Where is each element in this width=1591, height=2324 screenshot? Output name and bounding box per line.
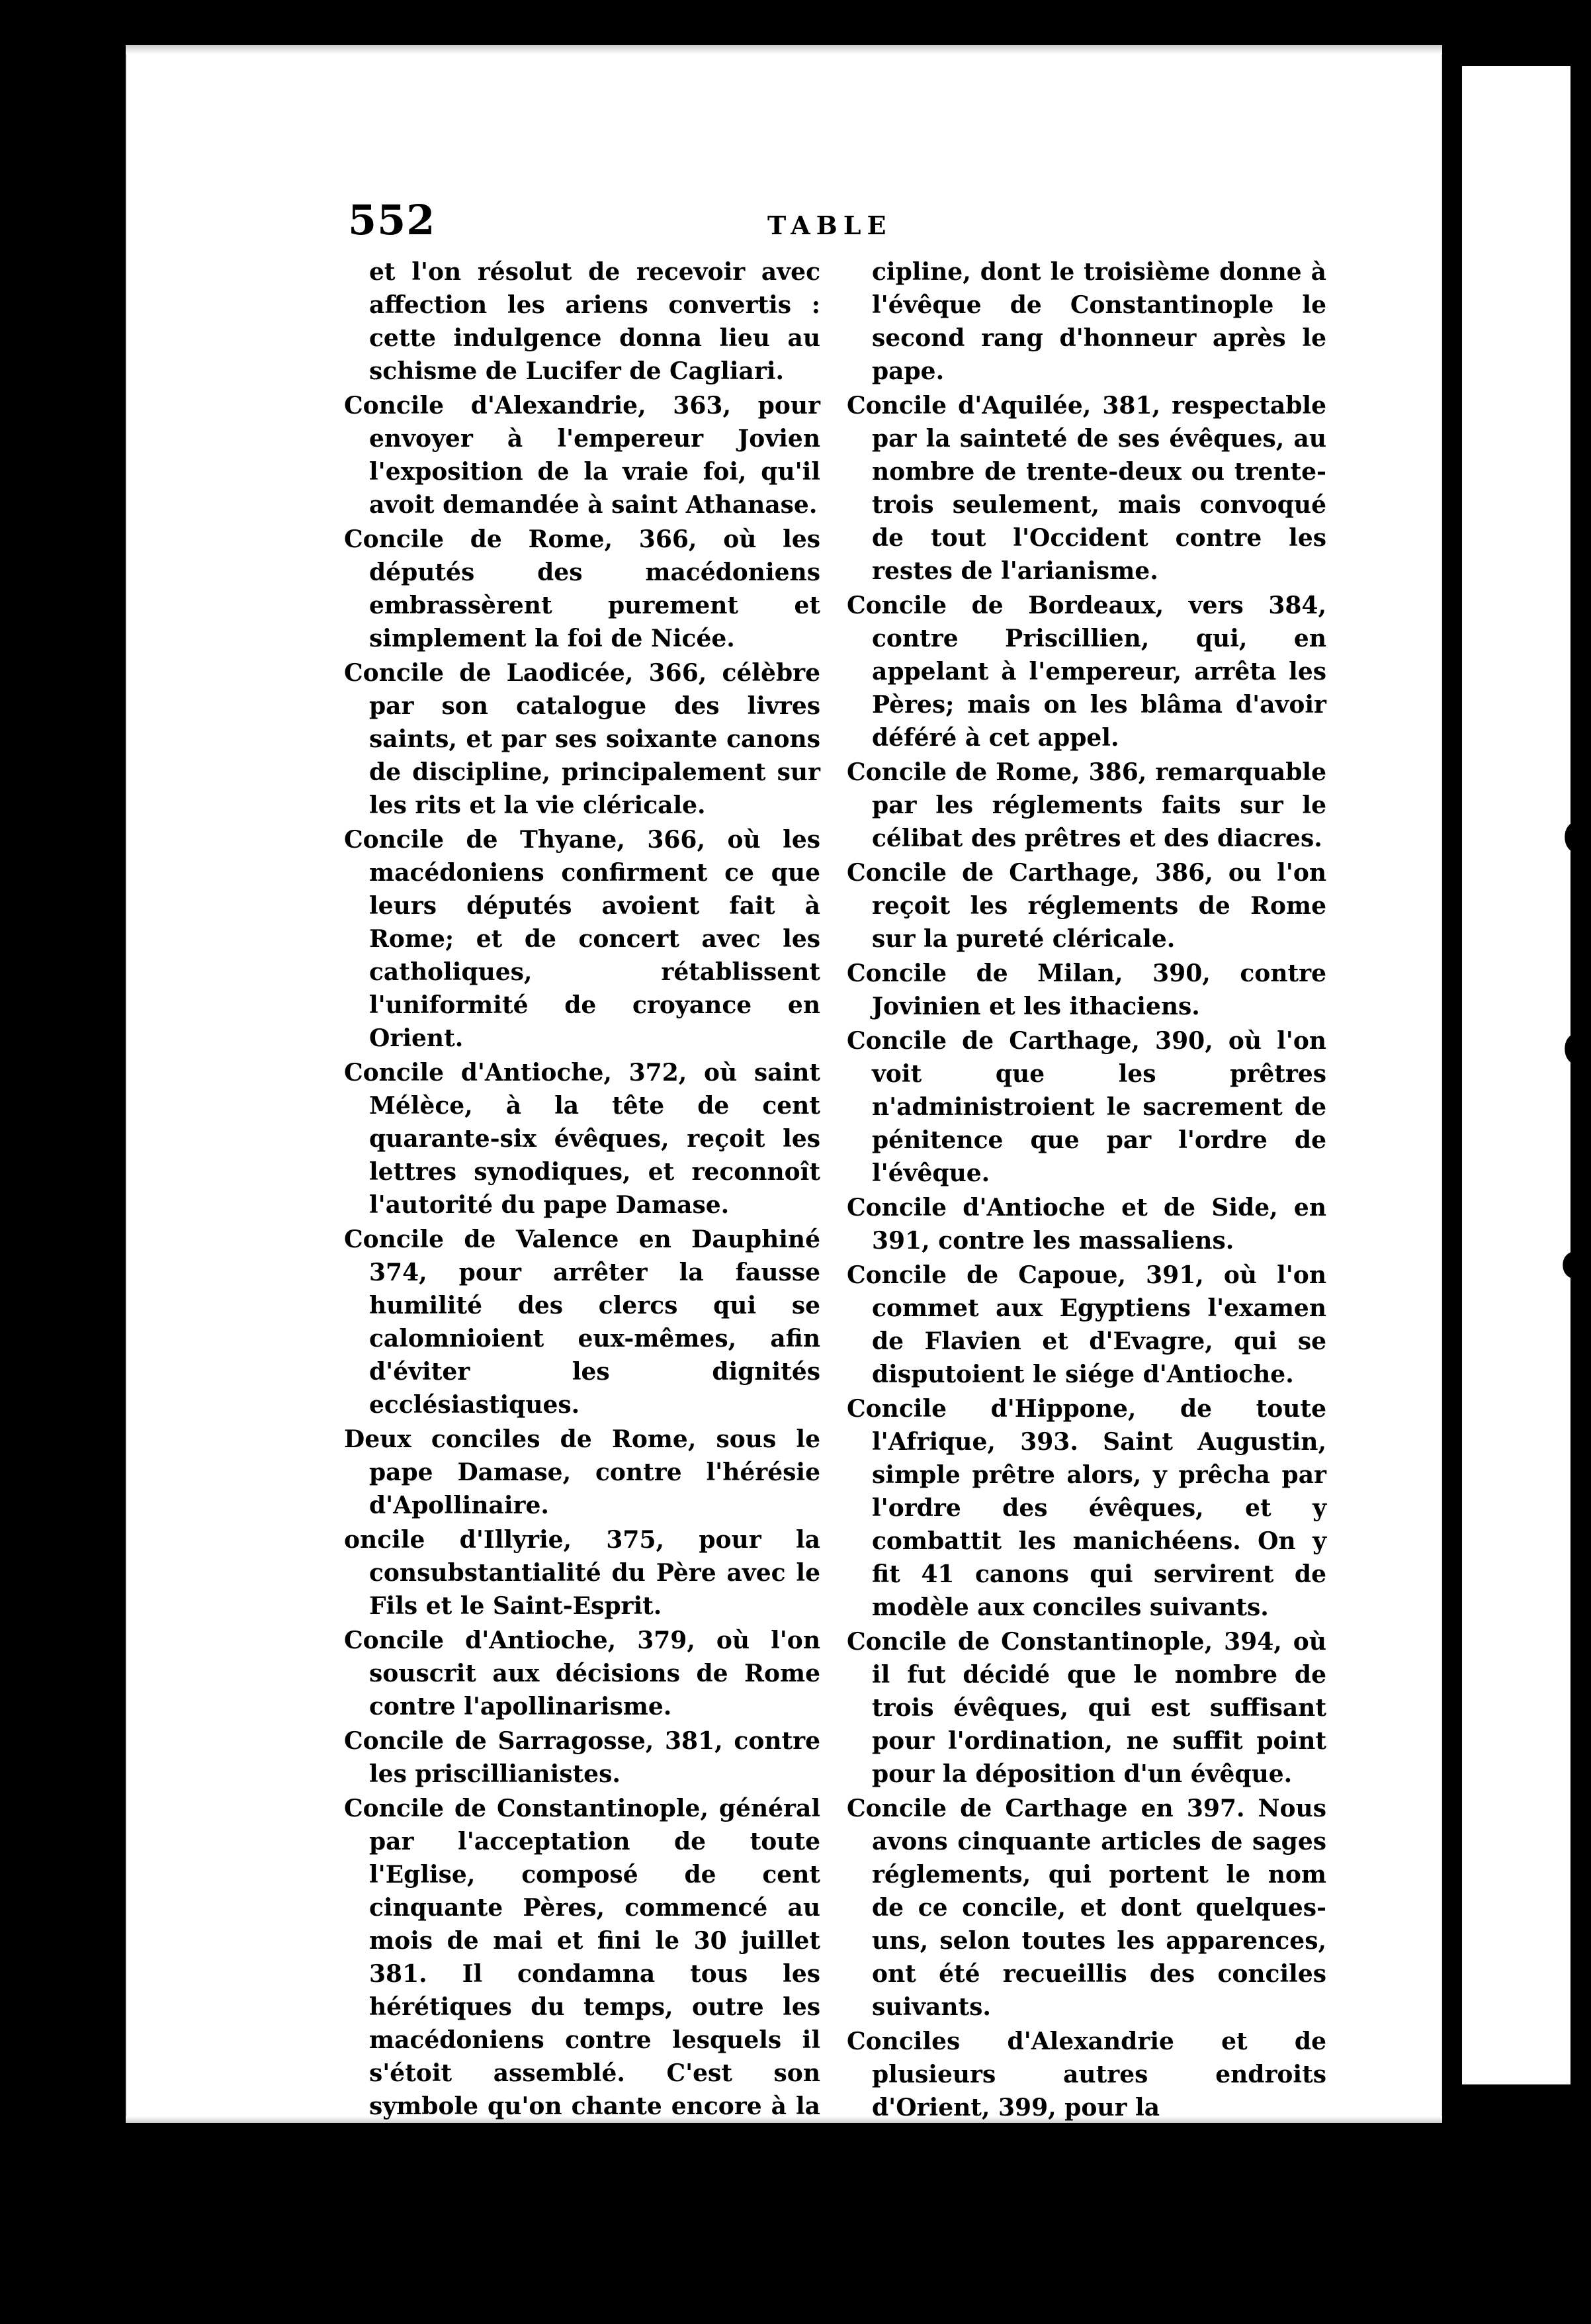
index-entry: oncile d'Illyrie, 375, pour la consubstantialité du Père avec le Fils et le Saint-Esprit.	[344, 1526, 820, 1620]
index-entry: et l'on résolut de recevoir avec affection les ariens convertis : cette indulgence donna lieu au schisme de Lucifer de Cagliari.	[369, 258, 820, 385]
adjacent-page-mark: (	[1561, 1026, 1579, 1069]
page-number: 552	[348, 196, 436, 244]
index-entry: Concile de Constantinople, général par l'acceptation de toute l'Eglise, composé de cent cinquante Pères, commencé au mois de mai et fini le 30 juillet 381. Il condamna tous les hérétiques du temps, outre les macédoniens contre lesquels il s'étoit assemblé. C'est son symbole qu'on chante encore à la messe, à l'exception du mot Filioque, qu'on y ajouta depuis. On y fit sept canons de dis-	[344, 1795, 820, 2219]
index-entry: Concile de Laodicée, 366, célèbre par son catalogue des livres saints, et par ses soixante canons de discipline, principalement sur les rits et la vie cléricale.	[344, 659, 820, 819]
right-column	[847, 255, 1326, 2125]
adjacent-page-edge	[1462, 66, 1591, 2084]
index-entry: Concile de Bordeaux, vers 384, contre Priscillien, qui, en appelant à l'empereur, arrêta les Pères; mais on les blâma d'avoir déféré à cet appel.	[847, 592, 1326, 752]
index-entry: cipline, dont le troisième donne à l'évêque de Constantinople le second rang d'honneur après le pape.	[872, 258, 1326, 385]
index-entry: Concile d'Hippone, de toute l'Afrique, 393. Saint Augustin, simple prêtre alors, y prêcha par l'ordre des évêques, et y combattit les manichéens. On y fit 41 canons qui servirent de modèle aux conciles suivants.	[847, 1395, 1326, 1621]
index-entry: Concile de Milan, 390, contre Jovinien et les ithaciens.	[847, 960, 1326, 1020]
index-entry: Concile d'Antioche, 372, où saint Mélèce, à la tête de cent quarante-six évêques, reçoit les lettres synodiques, et reconnoît l'autorité du pape Damase.	[344, 1059, 820, 1219]
index-entry: Deux conciles de Rome, sous le pape Damase, contre l'hérésie d'Apollinaire.	[344, 1425, 820, 1519]
index-entry: Concile d'Aquilée, 381, respectable par la sainteté de ses évêques, au nombre de trente-deux ou trente-trois seulement, mais convoqué de tout l'Occident contre les restes de l'arianisme.	[847, 392, 1326, 585]
index-entry: Concile de Carthage, 390, où l'on voit que les prêtres n'administroient le sacrement de pénitence que par l'ordre de l'évêque.	[847, 1027, 1326, 1187]
index-entry: Concile de Thyane, 366, où les macédoniens confirment ce que leurs députés avoient fait à Rome; et de concert avec les catholiques, rétablissent l'uniformité de croyance en Orient.	[344, 826, 820, 1052]
adjacent-page-mark: (	[1561, 814, 1579, 858]
page-top-edge	[126, 45, 1442, 54]
index-entry: Concile de Constantinople, 394, où il fut décidé que le nombre de trois évêques, qui est suffisant pour l'ordination, ne suffit point pour la déposition d'un évêque.	[847, 1628, 1326, 1788]
index-entry: Concile de Rome, 366, où les députés des macédoniens embrassèrent purement et simplement la foi de Nicée.	[344, 525, 820, 652]
index-entry: Concile de Capoue, 391, où l'on commet aux Egyptiens l'examen de Flavien et d'Evagre, qui se disputoient le siége d'Antioche.	[847, 1261, 1326, 1388]
left-column	[344, 255, 820, 2223]
index-entry: Concile de Valence en Dauphiné 374, pour arrêter la fausse humilité des clercs qui se calomnioient eux-mêmes, afin d'éviter les dignités ecclésiastiques.	[344, 1226, 820, 1419]
index-entry: Concile de Sarragosse, 381, contre les priscillianistes.	[344, 1727, 820, 1788]
index-entry: Concile d'Antioche et de Side, en 391, contre les massaliens.	[847, 1194, 1326, 1255]
running-head: TABLE	[767, 210, 892, 240]
index-entry: Conciles d'Alexandrie et de plusieurs autres endroits d'Orient, 399, pour la	[847, 2028, 1326, 2122]
index-entry: Concile de Carthage en 397. Nous avons cinquante articles de sages réglements, qui portent le nom de ce concile, et dont quelques-uns, selon toutes les apparences, ont été recueillis des conciles suivants.	[847, 1795, 1326, 2021]
index-entry: Concile d'Alexandrie, 363, pour envoyer à l'empereur Jovien l'exposition de la vraie foi, qu'il avoit demandée à saint Athanase.	[344, 392, 820, 519]
adjacent-page-mark: C	[1561, 1244, 1591, 1288]
index-entry: Concile de Carthage, 386, ou l'on reçoit les réglements de Rome sur la pureté cléricale.	[847, 859, 1326, 953]
index-entry: Concile de Rome, 386, remarquable par les réglements faits sur le célibat des prêtres et des diacres.	[847, 758, 1326, 852]
index-entry: Concile d'Antioche, 379, où l'on souscrit aux décisions de Rome contre l'apollinarisme.	[344, 1627, 820, 1721]
